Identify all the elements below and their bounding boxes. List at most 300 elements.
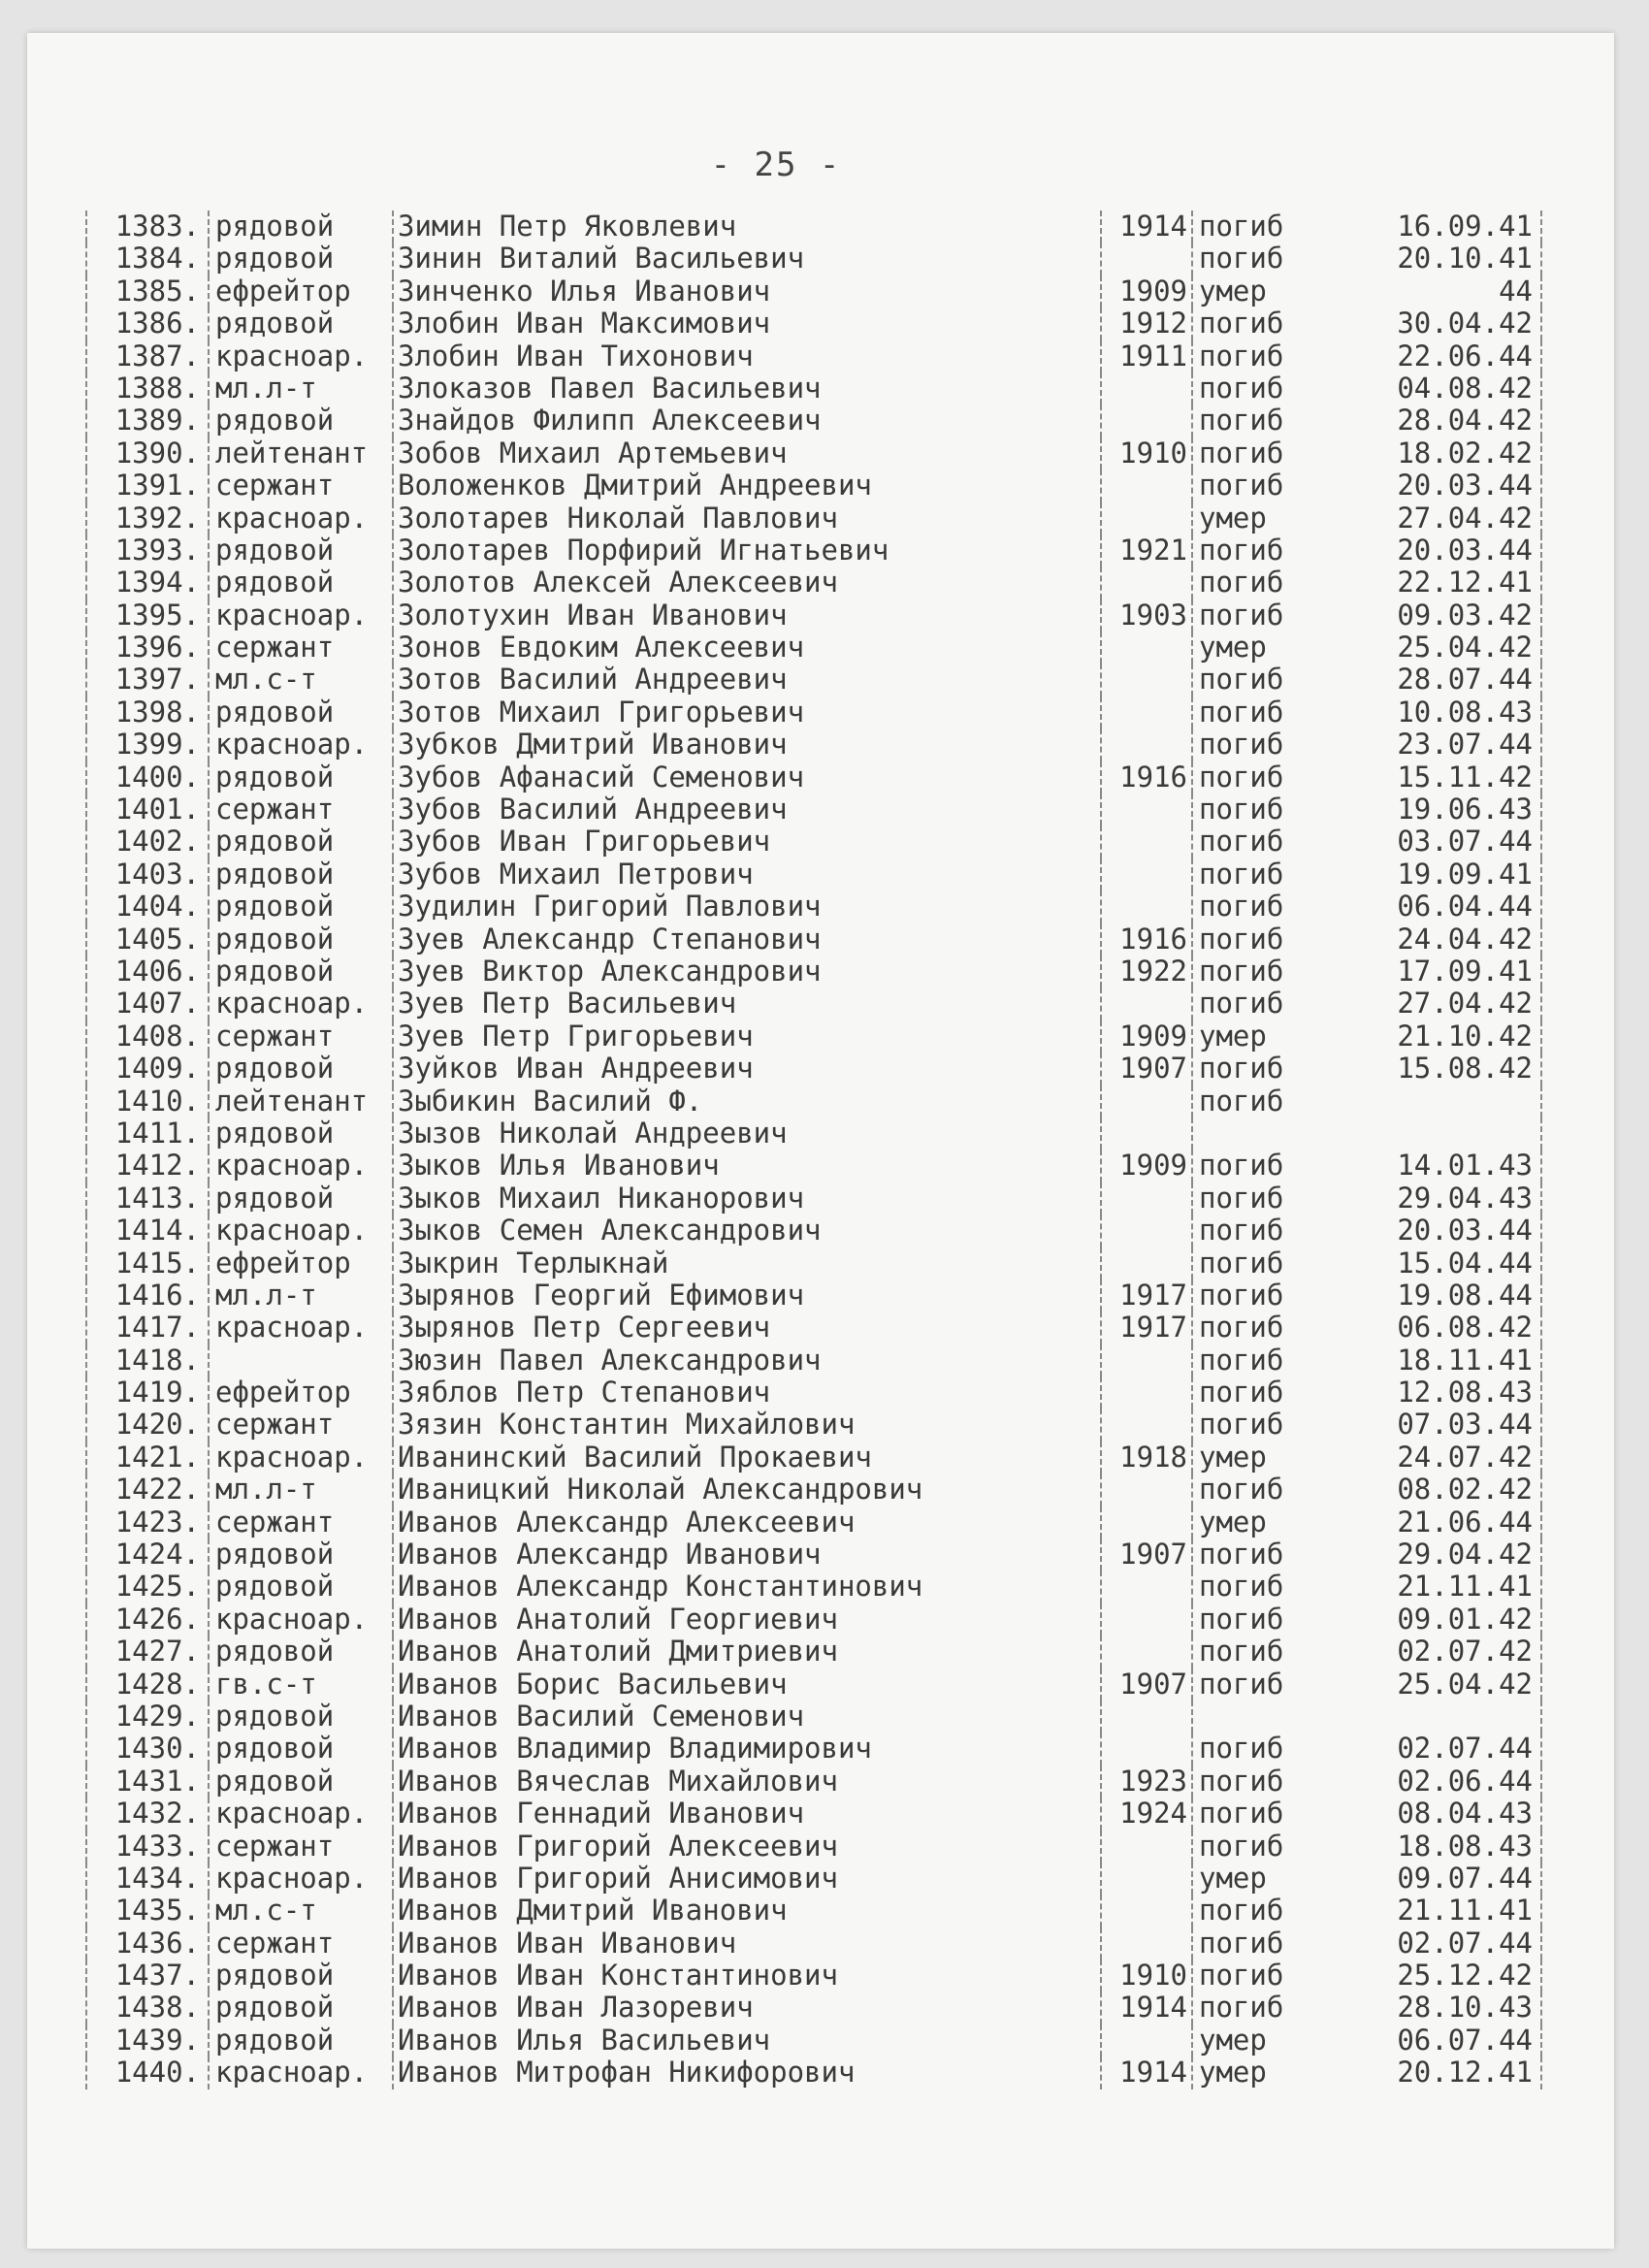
table-row bbox=[85, 437, 1542, 470]
rank-cell: сержант bbox=[208, 794, 392, 826]
rank-cell: красноар. bbox=[208, 1215, 392, 1247]
date-cell: 18.11.41 bbox=[1337, 1345, 1542, 1377]
birth-year-cell: 1914 bbox=[1100, 1992, 1191, 2024]
rank-cell: рядовой bbox=[208, 535, 392, 567]
full-name-cell: Зобов Михаил Артемьевич bbox=[392, 437, 1100, 470]
status-cell: погиб bbox=[1191, 340, 1337, 373]
date-cell: 20.12.41 bbox=[1337, 2057, 1542, 2089]
birth-year-cell bbox=[1100, 405, 1191, 437]
table-row bbox=[85, 243, 1542, 275]
date-cell: 09.07.44 bbox=[1337, 1863, 1542, 1895]
status-cell: погиб bbox=[1191, 211, 1337, 243]
birth-year-cell bbox=[1100, 891, 1191, 923]
birth-year-cell bbox=[1100, 697, 1191, 729]
date-cell: 15.11.42 bbox=[1337, 761, 1542, 794]
status-cell: погиб bbox=[1191, 1474, 1337, 1506]
status-cell: умер bbox=[1191, 1863, 1337, 1895]
date-cell: 29.04.43 bbox=[1337, 1183, 1542, 1215]
full-name-cell: Зотов Михаил Григорьевич bbox=[392, 697, 1100, 729]
casualty-register-table bbox=[85, 211, 1542, 2090]
full-name-cell: Иванов Александр Иванович bbox=[392, 1539, 1100, 1571]
status-cell: умер bbox=[1191, 275, 1337, 308]
full-name-cell: Злоказов Павел Васильевич bbox=[392, 373, 1100, 405]
date-cell: 08.02.42 bbox=[1337, 1474, 1542, 1506]
record-number: 1394. bbox=[85, 567, 208, 599]
record-number: 1388. bbox=[85, 373, 208, 405]
rank-cell: красноар. bbox=[208, 502, 392, 535]
table-row bbox=[85, 1280, 1542, 1312]
status-cell: погиб bbox=[1191, 535, 1337, 567]
record-number: 1407. bbox=[85, 988, 208, 1020]
status-cell: погиб bbox=[1191, 1280, 1337, 1312]
rank-cell: рядовой bbox=[208, 1733, 392, 1765]
record-number: 1428. bbox=[85, 1669, 208, 1701]
table-row bbox=[85, 1409, 1542, 1441]
rank-cell: рядовой bbox=[208, 697, 392, 729]
table-row bbox=[85, 1215, 1542, 1247]
rank-cell: рядовой bbox=[208, 243, 392, 275]
full-name-cell: Зудилин Григорий Павлович bbox=[392, 891, 1100, 923]
date-cell: 08.04.43 bbox=[1337, 1798, 1542, 1830]
date-cell: 20.03.44 bbox=[1337, 1215, 1542, 1247]
record-number: 1389. bbox=[85, 405, 208, 437]
date-cell: 21.11.41 bbox=[1337, 1571, 1542, 1603]
record-number: 1437. bbox=[85, 1960, 208, 1992]
full-name-cell: Зыков Михаил Никанорович bbox=[392, 1183, 1100, 1215]
table-row bbox=[85, 470, 1542, 502]
rank-cell: рядовой bbox=[208, 2025, 392, 2057]
date-cell: 03.07.44 bbox=[1337, 826, 1542, 858]
status-cell: погиб bbox=[1191, 729, 1337, 761]
status-cell: умер bbox=[1191, 1507, 1337, 1539]
birth-year-cell bbox=[1100, 1928, 1191, 1960]
full-name-cell: Злобин Иван Тихонович bbox=[392, 340, 1100, 373]
table-row bbox=[85, 1733, 1542, 1765]
birth-year-cell bbox=[1100, 1863, 1191, 1895]
date-cell: 24.07.42 bbox=[1337, 1442, 1542, 1474]
full-name-cell: Зырянов Георгий Ефимович bbox=[392, 1280, 1100, 1312]
date-cell bbox=[1337, 1701, 1542, 1733]
table-row bbox=[85, 2025, 1542, 2057]
record-number: 1385. bbox=[85, 275, 208, 308]
table-row bbox=[85, 1345, 1542, 1377]
record-number: 1435. bbox=[85, 1895, 208, 1927]
full-name-cell: Зуйков Иван Андреевич bbox=[392, 1053, 1100, 1085]
table-row bbox=[85, 373, 1542, 405]
rank-cell: красноар. bbox=[208, 1442, 392, 1474]
status-cell: умер bbox=[1191, 2025, 1337, 2057]
table-row bbox=[85, 923, 1542, 956]
full-name-cell: Зуев Александр Степанович bbox=[392, 923, 1100, 956]
birth-year-cell bbox=[1100, 1636, 1191, 1668]
date-cell: 21.06.44 bbox=[1337, 1507, 1542, 1539]
status-cell: погиб bbox=[1191, 1183, 1337, 1215]
record-number: 1399. bbox=[85, 729, 208, 761]
status-cell: погиб bbox=[1191, 794, 1337, 826]
full-name-cell: Иванов Анатолий Георгиевич bbox=[392, 1604, 1100, 1636]
date-cell: 17.09.41 bbox=[1337, 956, 1542, 988]
record-number: 1402. bbox=[85, 826, 208, 858]
status-cell: погиб bbox=[1191, 243, 1337, 275]
table-row bbox=[85, 1863, 1542, 1895]
rank-cell: рядовой bbox=[208, 1701, 392, 1733]
rank-cell: красноар. bbox=[208, 1312, 392, 1344]
full-name-cell: Зюзин Павел Александрович bbox=[392, 1345, 1100, 1377]
full-name-cell: Злобин Иван Максимович bbox=[392, 308, 1100, 340]
full-name-cell: Зубов Афанасий Семенович bbox=[392, 761, 1100, 794]
table-row bbox=[85, 697, 1542, 729]
record-number: 1423. bbox=[85, 1507, 208, 1539]
birth-year-cell bbox=[1100, 567, 1191, 599]
status-cell: погиб bbox=[1191, 1604, 1337, 1636]
table-row bbox=[85, 1312, 1542, 1344]
status-cell: погиб bbox=[1191, 1539, 1337, 1571]
birth-year-cell bbox=[1100, 1733, 1191, 1765]
status-cell: погиб bbox=[1191, 567, 1337, 599]
status-cell: погиб bbox=[1191, 308, 1337, 340]
full-name-cell: Зяблов Петр Степанович bbox=[392, 1377, 1100, 1409]
full-name-cell: Иваницкий Николай Александрович bbox=[392, 1474, 1100, 1506]
date-cell: 04.08.42 bbox=[1337, 373, 1542, 405]
status-cell: погиб bbox=[1191, 891, 1337, 923]
record-number: 1413. bbox=[85, 1183, 208, 1215]
record-number: 1419. bbox=[85, 1377, 208, 1409]
birth-year-cell bbox=[1100, 826, 1191, 858]
table-row bbox=[85, 1604, 1542, 1636]
full-name-cell: Зызов Николай Андреевич bbox=[392, 1118, 1100, 1150]
status-cell: умер bbox=[1191, 502, 1337, 535]
full-name-cell: Иванов Иван Иванович bbox=[392, 1928, 1100, 1960]
birth-year-cell: 1918 bbox=[1100, 1442, 1191, 1474]
table-row bbox=[85, 859, 1542, 891]
record-number: 1426. bbox=[85, 1604, 208, 1636]
record-number: 1391. bbox=[85, 470, 208, 502]
birth-year-cell: 1917 bbox=[1100, 1280, 1191, 1312]
record-number: 1405. bbox=[85, 923, 208, 956]
status-cell: умер bbox=[1191, 632, 1337, 664]
birth-year-cell: 1916 bbox=[1100, 761, 1191, 794]
rank-cell: лейтенант bbox=[208, 1085, 392, 1118]
record-number: 1412. bbox=[85, 1150, 208, 1182]
birth-year-cell bbox=[1100, 1377, 1191, 1409]
birth-year-cell: 1903 bbox=[1100, 599, 1191, 632]
rank-cell: рядовой bbox=[208, 1636, 392, 1668]
table-row bbox=[85, 599, 1542, 632]
birth-year-cell bbox=[1100, 1345, 1191, 1377]
rank-cell: рядовой bbox=[208, 1960, 392, 1992]
birth-year-cell: 1907 bbox=[1100, 1669, 1191, 1701]
table-row bbox=[85, 1021, 1542, 1053]
rank-cell: рядовой bbox=[208, 405, 392, 437]
status-cell: погиб bbox=[1191, 1345, 1337, 1377]
rank-cell bbox=[208, 1345, 392, 1377]
full-name-cell: Иванов Геннадий Иванович bbox=[392, 1798, 1100, 1830]
full-name-cell: Иванов Григорий Анисимович bbox=[392, 1863, 1100, 1895]
rank-cell: мл.с-т bbox=[208, 1895, 392, 1927]
full-name-cell: Иванов Владимир Владимирович bbox=[392, 1733, 1100, 1765]
birth-year-cell bbox=[1100, 502, 1191, 535]
date-cell: 21.11.41 bbox=[1337, 1895, 1542, 1927]
full-name-cell: Знайдов Филипп Алексеевич bbox=[392, 405, 1100, 437]
birth-year-cell bbox=[1100, 1118, 1191, 1150]
record-number: 1421. bbox=[85, 1442, 208, 1474]
birth-year-cell: 1910 bbox=[1100, 437, 1191, 470]
record-number: 1406. bbox=[85, 956, 208, 988]
record-number: 1397. bbox=[85, 664, 208, 696]
rank-cell: рядовой bbox=[208, 1118, 392, 1150]
record-number: 1432. bbox=[85, 1798, 208, 1830]
rank-cell: рядовой bbox=[208, 826, 392, 858]
date-cell: 22.12.41 bbox=[1337, 567, 1542, 599]
date-cell: 12.08.43 bbox=[1337, 1377, 1542, 1409]
full-name-cell: Зуев Виктор Александрович bbox=[392, 956, 1100, 988]
record-number: 1438. bbox=[85, 1992, 208, 2024]
rank-cell: красноар. bbox=[208, 340, 392, 373]
status-cell: погиб bbox=[1191, 1150, 1337, 1182]
birth-year-cell bbox=[1100, 470, 1191, 502]
table-row bbox=[85, 1571, 1542, 1603]
table-row bbox=[85, 1992, 1542, 2024]
table-row bbox=[85, 211, 1542, 243]
date-cell: 02.07.44 bbox=[1337, 1733, 1542, 1765]
rank-cell: красноар. bbox=[208, 1863, 392, 1895]
rank-cell: рядовой bbox=[208, 308, 392, 340]
birth-year-cell bbox=[1100, 1571, 1191, 1603]
birth-year-cell bbox=[1100, 1474, 1191, 1506]
status-cell: погиб bbox=[1191, 1928, 1337, 1960]
birth-year-cell: 1909 bbox=[1100, 1021, 1191, 1053]
record-number: 1384. bbox=[85, 243, 208, 275]
record-number: 1415. bbox=[85, 1247, 208, 1280]
date-cell: 16.09.41 bbox=[1337, 211, 1542, 243]
status-cell: погиб bbox=[1191, 1053, 1337, 1085]
record-number: 1401. bbox=[85, 794, 208, 826]
table-row bbox=[85, 1085, 1542, 1118]
status-cell: погиб bbox=[1191, 1571, 1337, 1603]
record-number: 1395. bbox=[85, 599, 208, 632]
rank-cell: сержант bbox=[208, 1831, 392, 1863]
table-row bbox=[85, 1442, 1542, 1474]
rank-cell: лейтенант bbox=[208, 437, 392, 470]
rank-cell: красноар. bbox=[208, 1798, 392, 1830]
rank-cell: рядовой bbox=[208, 1539, 392, 1571]
birth-year-cell: 1917 bbox=[1100, 1312, 1191, 1344]
record-number: 1422. bbox=[85, 1474, 208, 1506]
status-cell bbox=[1191, 1118, 1337, 1150]
full-name-cell: Золотарев Порфирий Игнатьевич bbox=[392, 535, 1100, 567]
date-cell: 30.04.42 bbox=[1337, 308, 1542, 340]
table-row bbox=[85, 1150, 1542, 1182]
full-name-cell: Иванов Василий Семенович bbox=[392, 1701, 1100, 1733]
rank-cell: красноар. bbox=[208, 1604, 392, 1636]
status-cell: погиб bbox=[1191, 405, 1337, 437]
status-cell: умер bbox=[1191, 1442, 1337, 1474]
table-row bbox=[85, 1053, 1542, 1085]
birth-year-cell: 1907 bbox=[1100, 1539, 1191, 1571]
table-row bbox=[85, 729, 1542, 761]
birth-year-cell: 1911 bbox=[1100, 340, 1191, 373]
table-row bbox=[85, 405, 1542, 437]
table-row bbox=[85, 1669, 1542, 1701]
rank-cell: сержант bbox=[208, 1928, 392, 1960]
table-row bbox=[85, 794, 1542, 826]
full-name-cell: Зубов Иван Григорьевич bbox=[392, 826, 1100, 858]
date-cell: 27.04.42 bbox=[1337, 502, 1542, 535]
full-name-cell: Иванов Иван Константинович bbox=[392, 1960, 1100, 1992]
status-cell: погиб bbox=[1191, 1377, 1337, 1409]
birth-year-cell: 1916 bbox=[1100, 923, 1191, 956]
table-row bbox=[85, 826, 1542, 858]
birth-year-cell bbox=[1100, 794, 1191, 826]
table-row bbox=[85, 1831, 1542, 1863]
date-cell: 07.03.44 bbox=[1337, 1409, 1542, 1441]
status-cell: погиб bbox=[1191, 1766, 1337, 1798]
rank-cell: мл.л-т bbox=[208, 373, 392, 405]
rank-cell: сержант bbox=[208, 1021, 392, 1053]
record-number: 1410. bbox=[85, 1085, 208, 1118]
rank-cell: мл.с-т bbox=[208, 664, 392, 696]
full-name-cell: Зотов Василий Андреевич bbox=[392, 664, 1100, 696]
record-number: 1440. bbox=[85, 2057, 208, 2089]
date-cell: 20.03.44 bbox=[1337, 470, 1542, 502]
table-row bbox=[85, 1377, 1542, 1409]
date-cell: 15.08.42 bbox=[1337, 1053, 1542, 1085]
date-cell: 06.08.42 bbox=[1337, 1312, 1542, 1344]
date-cell: 44 bbox=[1337, 275, 1542, 308]
birth-year-cell: 1914 bbox=[1100, 2057, 1191, 2089]
birth-year-cell bbox=[1100, 243, 1191, 275]
rank-cell: рядовой bbox=[208, 956, 392, 988]
rank-cell: красноар. bbox=[208, 988, 392, 1020]
table-row bbox=[85, 1118, 1542, 1150]
status-cell: погиб bbox=[1191, 1215, 1337, 1247]
full-name-cell: Иванов Илья Васильевич bbox=[392, 2025, 1100, 2057]
full-name-cell: Зубков Дмитрий Иванович bbox=[392, 729, 1100, 761]
record-number: 1416. bbox=[85, 1280, 208, 1312]
full-name-cell: Золотов Алексей Алексеевич bbox=[392, 567, 1100, 599]
date-cell: 25.04.42 bbox=[1337, 632, 1542, 664]
date-cell: 25.12.42 bbox=[1337, 1960, 1542, 1992]
status-cell: погиб bbox=[1191, 470, 1337, 502]
status-cell: умер bbox=[1191, 1021, 1337, 1053]
status-cell: погиб bbox=[1191, 1085, 1337, 1118]
status-cell: погиб bbox=[1191, 437, 1337, 470]
status-cell: погиб bbox=[1191, 1798, 1337, 1830]
record-number: 1418. bbox=[85, 1345, 208, 1377]
table-row bbox=[85, 761, 1542, 794]
full-name-cell: Иванов Григорий Алексеевич bbox=[392, 1831, 1100, 1863]
date-cell: 28.04.42 bbox=[1337, 405, 1542, 437]
status-cell: погиб bbox=[1191, 1669, 1337, 1701]
rank-cell: красноар. bbox=[208, 599, 392, 632]
full-name-cell: Зинин Виталий Васильевич bbox=[392, 243, 1100, 275]
status-cell: погиб bbox=[1191, 1636, 1337, 1668]
rank-cell: красноар. bbox=[208, 729, 392, 761]
record-number: 1392. bbox=[85, 502, 208, 535]
rank-cell: гв.с-т bbox=[208, 1669, 392, 1701]
date-cell: 14.01.43 bbox=[1337, 1150, 1542, 1182]
rank-cell: ефрейтор bbox=[208, 1377, 392, 1409]
rank-cell: рядовой bbox=[208, 1183, 392, 1215]
birth-year-cell bbox=[1100, 1701, 1191, 1733]
full-name-cell: Золотухин Иван Иванович bbox=[392, 599, 1100, 632]
table-row bbox=[85, 664, 1542, 696]
record-number: 1439. bbox=[85, 2025, 208, 2057]
rank-cell: мл.л-т bbox=[208, 1474, 392, 1506]
record-number: 1404. bbox=[85, 891, 208, 923]
full-name-cell: Иванов Иван Лазоревич bbox=[392, 1992, 1100, 2024]
record-number: 1398. bbox=[85, 697, 208, 729]
birth-year-cell bbox=[1100, 1215, 1191, 1247]
table-row bbox=[85, 1247, 1542, 1280]
birth-year-cell bbox=[1100, 988, 1191, 1020]
birth-year-cell bbox=[1100, 1247, 1191, 1280]
date-cell: 06.07.44 bbox=[1337, 2025, 1542, 2057]
record-number: 1430. bbox=[85, 1733, 208, 1765]
status-cell: погиб bbox=[1191, 373, 1337, 405]
record-number: 1434. bbox=[85, 1863, 208, 1895]
status-cell: погиб bbox=[1191, 1895, 1337, 1927]
record-number: 1390. bbox=[85, 437, 208, 470]
status-cell: погиб bbox=[1191, 1312, 1337, 1344]
rank-cell: ефрейтор bbox=[208, 1247, 392, 1280]
birth-year-cell bbox=[1100, 373, 1191, 405]
full-name-cell: Иванов Александр Алексеевич bbox=[392, 1507, 1100, 1539]
date-cell: 06.04.44 bbox=[1337, 891, 1542, 923]
status-cell: погиб bbox=[1191, 923, 1337, 956]
table-row bbox=[85, 1474, 1542, 1506]
date-cell: 09.01.42 bbox=[1337, 1604, 1542, 1636]
date-cell: 20.10.41 bbox=[1337, 243, 1542, 275]
date-cell: 18.02.42 bbox=[1337, 437, 1542, 470]
table-row bbox=[85, 2057, 1542, 2089]
record-number: 1400. bbox=[85, 761, 208, 794]
full-name-cell: Зыков Илья Иванович bbox=[392, 1150, 1100, 1182]
full-name-cell: Иванов Борис Васильевич bbox=[392, 1669, 1100, 1701]
rank-cell: красноар. bbox=[208, 1150, 392, 1182]
record-number: 1383. bbox=[85, 211, 208, 243]
rank-cell: мл.л-т bbox=[208, 1280, 392, 1312]
birth-year-cell bbox=[1100, 859, 1191, 891]
status-cell: погиб bbox=[1191, 697, 1337, 729]
record-number: 1429. bbox=[85, 1701, 208, 1733]
date-cell: 19.06.43 bbox=[1337, 794, 1542, 826]
birth-year-cell: 1922 bbox=[1100, 956, 1191, 988]
rank-cell: сержант bbox=[208, 470, 392, 502]
table-row bbox=[85, 1766, 1542, 1798]
date-cell: 10.08.43 bbox=[1337, 697, 1542, 729]
status-cell bbox=[1191, 1701, 1337, 1733]
record-number: 1393. bbox=[85, 535, 208, 567]
rank-cell: сержант bbox=[208, 632, 392, 664]
full-name-cell: Иванинский Василий Прокаевич bbox=[392, 1442, 1100, 1474]
status-cell: погиб bbox=[1191, 664, 1337, 696]
birth-year-cell: 1912 bbox=[1100, 308, 1191, 340]
rank-cell: рядовой bbox=[208, 567, 392, 599]
rank-cell: рядовой bbox=[208, 1766, 392, 1798]
record-number: 1386. bbox=[85, 308, 208, 340]
record-number: 1433. bbox=[85, 1831, 208, 1863]
full-name-cell: Зинченко Илья Иванович bbox=[392, 275, 1100, 308]
birth-year-cell bbox=[1100, 1085, 1191, 1118]
birth-year-cell bbox=[1100, 1895, 1191, 1927]
full-name-cell: Золотарев Николай Павлович bbox=[392, 502, 1100, 535]
table-row bbox=[85, 1539, 1542, 1571]
date-cell: 18.08.43 bbox=[1337, 1831, 1542, 1863]
full-name-cell: Зубов Михаил Петрович bbox=[392, 859, 1100, 891]
table-row bbox=[85, 502, 1542, 535]
birth-year-cell bbox=[1100, 632, 1191, 664]
